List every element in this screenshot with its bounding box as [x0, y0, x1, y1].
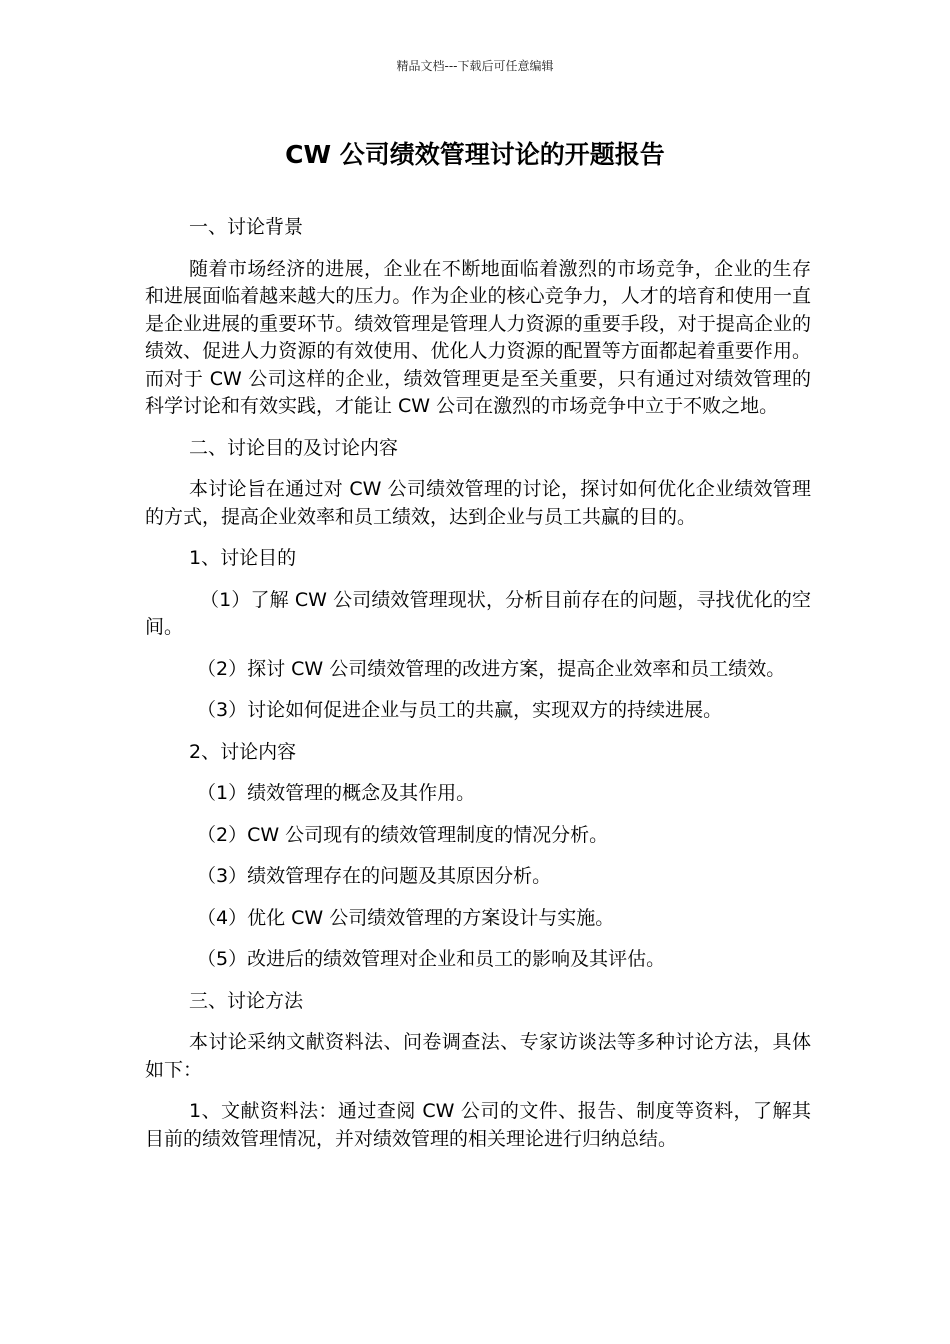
document-title: CW 公司绩效管理讨论的开题报告 — [285, 140, 665, 169]
method-item-literature: 1、文献资料法：通过查阅 CW 公司的文件、报告、制度等资料，了解其目前的绩效管理情况，并对绩效管理的相关理论进行归纳总结。 — [145, 1100, 811, 1150]
content-item-3: （3）绩效管理存在的问题及其原因分析。 — [197, 865, 552, 887]
content-item-2: （2）CW 公司现有的绩效管理制度的情况分析。 — [197, 823, 609, 846]
document-body — [145, 214, 811, 1167]
subheading-purpose: 1、讨论目的 — [189, 547, 297, 569]
methods-paragraph: 本讨论采纳文献资料法、问卷调查法、专家访谈法等多种讨论方法，具体如下： — [145, 1031, 811, 1081]
purpose-paragraph: 本讨论旨在通过对 CW 公司绩效管理的讨论，探讨如何优化企业绩效管理的方式，提高企业效率和员工绩效，达到企业与员工共赢的目的。 — [145, 478, 811, 528]
page-header: 精品文档---下载后可任意编辑 — [396, 59, 554, 73]
purpose-item-1: （1）了解 CW 公司绩效管理现状，分析目前存在的问题，寻找优化的空间。 — [145, 588, 811, 638]
background-paragraph: 随着市场经济的进展，企业在不断地面临着激烈的市场竞争，企业的生存和进展面临着越来越大的压力。作为企业的核心竞争力，人才的培育和使用一直是企业进展的重要环节。绩效管理是管理人力资源的重要手段，对于提高企业的绩效、促进人力资源的有效使用、优化人力资源的配置等方面都起着重要作用。而对于 CW 公司这样的企业，绩效管理更是至关重要，只有通过对绩效管理的科学讨论和有效实践，才能让 CW 公司在激烈的市场竞争中立于不败之地。 — [145, 257, 811, 417]
content-item-5: （5）改进后的绩效管理对企业和员工的影响及其评估。 — [197, 948, 666, 970]
section-heading-methods: 三、讨论方法 — [189, 989, 304, 1012]
section-heading-purpose-content: 二、讨论目的及讨论内容 — [189, 436, 399, 459]
section-heading-background: 一、讨论背景 — [189, 216, 304, 238]
content-item-4: （4）优化 CW 公司绩效管理的方案设计与实施。 — [197, 906, 615, 929]
subheading-content: 2、讨论内容 — [189, 740, 297, 763]
content-item-1: （1）绩效管理的概念及其作用。 — [197, 782, 476, 804]
purpose-item-2: （2）探讨 CW 公司绩效管理的改进方案，提高企业效率和员工绩效。 — [197, 657, 786, 680]
purpose-item-3: （3）讨论如何促进企业与员工的共赢，实现双方的持续进展。 — [197, 699, 723, 721]
